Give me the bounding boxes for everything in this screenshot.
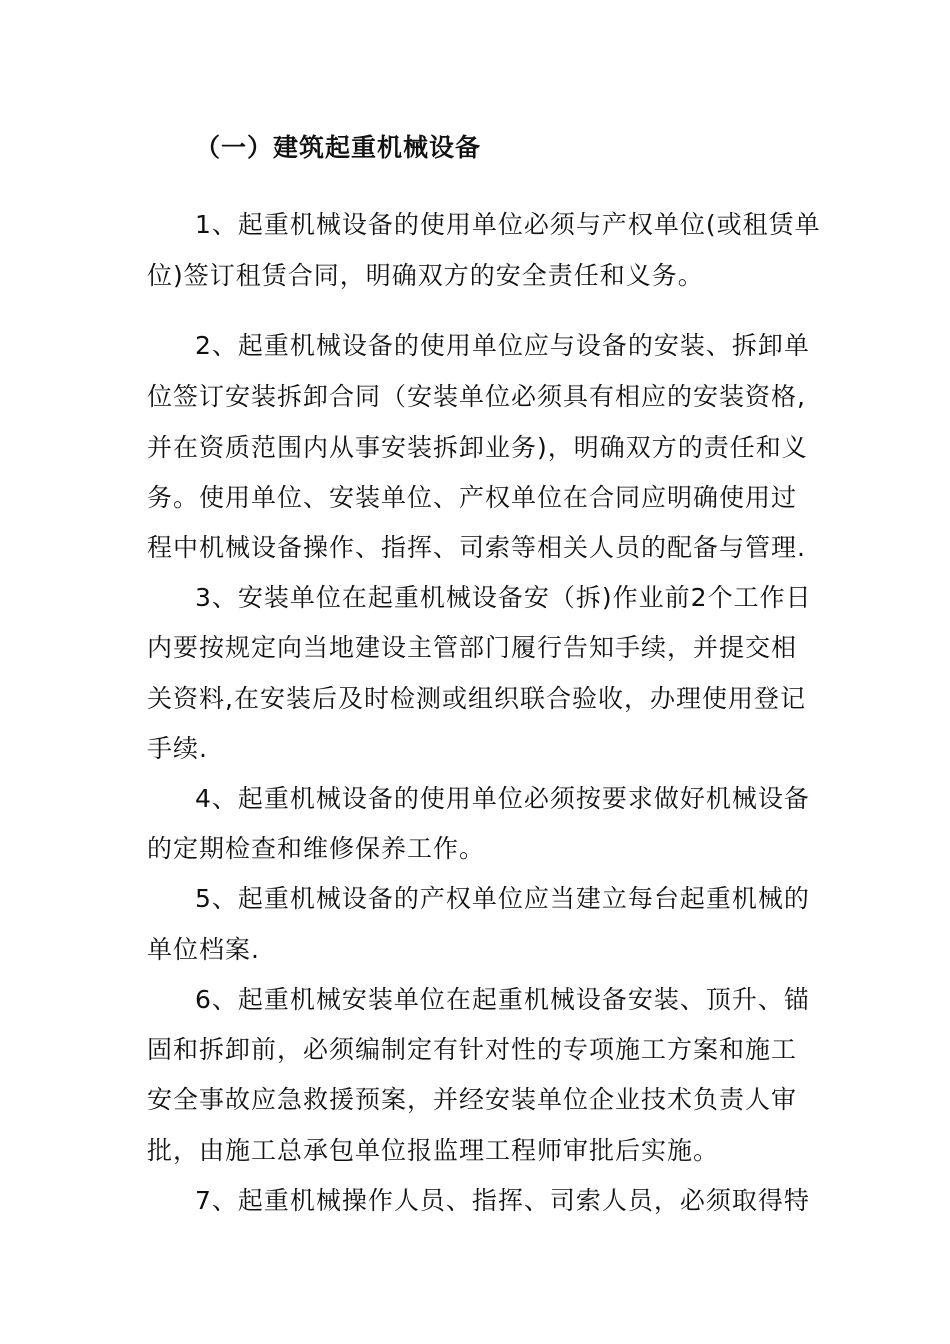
paragraph-2-line-4: 务。使用单位、安装单位、产权单位在合同应明确使用过 <box>147 483 798 512</box>
paragraph-5-line-2: 单位档案. <box>147 935 260 964</box>
paragraph-2-line-1: 2、起重机械设备的使用单位应与设备的安装、拆卸单 <box>195 331 810 360</box>
paragraph-6-line-3: 安全事故应急救援预案，并经安装单位企业技术负责人审 <box>147 1085 798 1114</box>
paragraph-3-line-2: 内要按规定向当地建设主管部门履行告知手续，并提交相 <box>147 633 798 662</box>
paragraph-1-line-2: 位)签订租赁合同，明确双方的安全责任和义务。 <box>147 261 704 290</box>
paragraph-3-line-1: 3、安装单位在起重机械设备安（拆)作业前2个工作日 <box>195 583 812 612</box>
paragraph-3-line-4: 手续. <box>147 734 208 763</box>
paragraph-4-line-1: 4、起重机械设备的使用单位必须按要求做好机械设备 <box>195 784 810 813</box>
paragraph-5-line-1: 5、起重机械设备的产权单位应当建立每台起重机械的 <box>195 884 810 913</box>
paragraph-4-line-2: 的定期检查和维修保养工作。 <box>147 834 486 863</box>
paragraph-6-line-2: 固和拆卸前，必须编制定有针对性的专项施工方案和施工 <box>147 1035 798 1064</box>
paragraph-6-line-4: 批，由施工总承包单位报监理工程师审批后实施。 <box>147 1136 720 1165</box>
paragraph-7-line-1: 7、起重机械操作人员、指挥、司索人员，必须取得特 <box>195 1186 810 1215</box>
section-heading: （一）建筑起重机械设备 <box>195 133 482 162</box>
paragraph-6-line-1: 6、起重机械安装单位在起重机械设备安装、顶升、锚 <box>195 985 810 1014</box>
paragraph-2-line-5: 程中机械设备操作、指挥、司索等相关人员的配备与管理. <box>147 533 806 562</box>
paragraph-3-line-3: 关资料,在安装后及时检测或组织联合验收，办理使用登记 <box>147 684 806 713</box>
paragraph-2-line-2: 位签订安装拆卸合同（安装单位必须具有相应的安装资格, <box>147 382 806 411</box>
paragraph-1-line-1: 1、起重机械设备的使用单位必须与产权单位(或租赁单 <box>195 210 821 239</box>
paragraph-2-line-3: 并在资质范围内从事安装拆卸业务)，明确双方的责任和义 <box>147 433 808 462</box>
